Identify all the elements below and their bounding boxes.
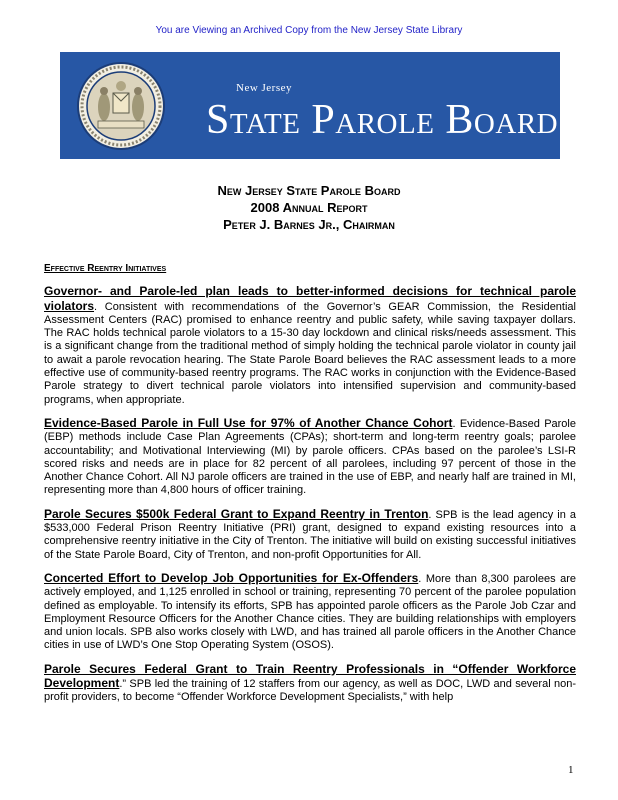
state-seal-icon bbox=[76, 61, 166, 151]
paragraph-lead: Governor- and Parole-led plan leads to better-informed decisions for technical parole violators bbox=[44, 284, 576, 313]
paragraph-body: . Consistent with recommendations of the Governor’s GEAR Commission, the Residential Assessment Centers (RAC) promised to enhance reentry and public safety, while saving taxpayer dollars. The RAC holds technical parole violators to a 15-30 day lockdown and clinical risks/needs assessment. This is a significant change from the traditional method of simply holding the technical parole violator in county jail to await a parole revocation hearing. The State Parole Board believes the RAC assessment leads to a more effective use of community-based reentry programs. The RAC works in conjunction with the Evidence-Based Parole strategy to divert technical parole violators into intensified supervision and community-based programs, when appropriate. bbox=[44, 300, 576, 406]
section-heading: Effective Reentry Initiatives bbox=[44, 263, 167, 274]
banner-agency-name: State Parole Board bbox=[206, 97, 559, 143]
paragraph-body: . SPB is the lead agency in a $533,000 Federal Prison Reentry Initiative (PRI) grant, designed to expand existing resources into a comprehensive reentry initiative in the City of Trenton. The initiative will build on existing successful initiatives of the State Parole Board, City of Trenton, and non-profit Opportunities for All. bbox=[44, 508, 576, 561]
paragraph-body: . Evidence-Based Parole (EBP) methods include Case Plan Agreements (CPAs); short-term and long-term reentry goals; parolee accountability; and Motivational Interviewing (MI) by parole officers. CPAs based on the parolee’s LSI-R scored risks and needs are in place for 82 percent of all parolees, including 97 percent of those in the Another Chance Cohort. All NJ parole officers are trained in the use of EBP, and nearly half are trained in MI, representing more than 4,800 hours of officer training. bbox=[44, 417, 576, 497]
paragraph-lead: Evidence-Based Parole in Full Use for 97% of Another Chance Cohort bbox=[44, 415, 453, 430]
paragraph bbox=[44, 508, 576, 562]
header-banner bbox=[60, 52, 560, 159]
report-year-title: 2008 Annual Report bbox=[250, 200, 368, 215]
report-title-block bbox=[0, 182, 618, 233]
paragraph bbox=[44, 572, 576, 653]
paragraph bbox=[44, 417, 576, 498]
banner-state-name: New Jersey bbox=[236, 82, 293, 94]
report-chairman-title: Peter J. Barnes Jr., Chairman bbox=[223, 217, 395, 232]
report-agency-title: New Jersey State Parole Board bbox=[217, 183, 401, 198]
paragraph-body: . More than 8,300 parolees are actively employed, and 1,125 enrolled in school or training, representing 70 percent of the parolee population defined as employable. To intensify its efforts, SPB has appointed parole officers as the Parole Job Czar and Employment Resource Officers for the Another Chance cities. They are building relationships with employers and union locals. SPB also works closely with LWD, and has trained all parole officers in the Another Chance cities in use of LWD’s One Stop Operating System (OSOS). bbox=[44, 572, 576, 652]
paragraph-lead: Concerted Effort to Develop Job Opportunities for Ex-Offenders bbox=[44, 570, 419, 585]
paragraph-lead: Parole Secures $500k Federal Grant to Expand Reentry in Trenton bbox=[44, 506, 429, 521]
report-body bbox=[44, 262, 576, 715]
paragraph bbox=[44, 663, 576, 705]
archive-notice: You are Viewing an Archived Copy from the New Jersey State Library bbox=[155, 25, 463, 36]
paragraph-body: .” SPB led the training of 12 staffers from our agency, as well as DOC, LWD and several non-profit providers, to become “Offender Workforce Development Specialists,” with help bbox=[44, 678, 576, 704]
paragraph bbox=[44, 285, 576, 407]
paragraph-lead: Parole Secures Federal Grant to Train Reentry Professionals in “Offender Workforce Development bbox=[44, 661, 576, 691]
page-number: 1 bbox=[568, 764, 574, 776]
